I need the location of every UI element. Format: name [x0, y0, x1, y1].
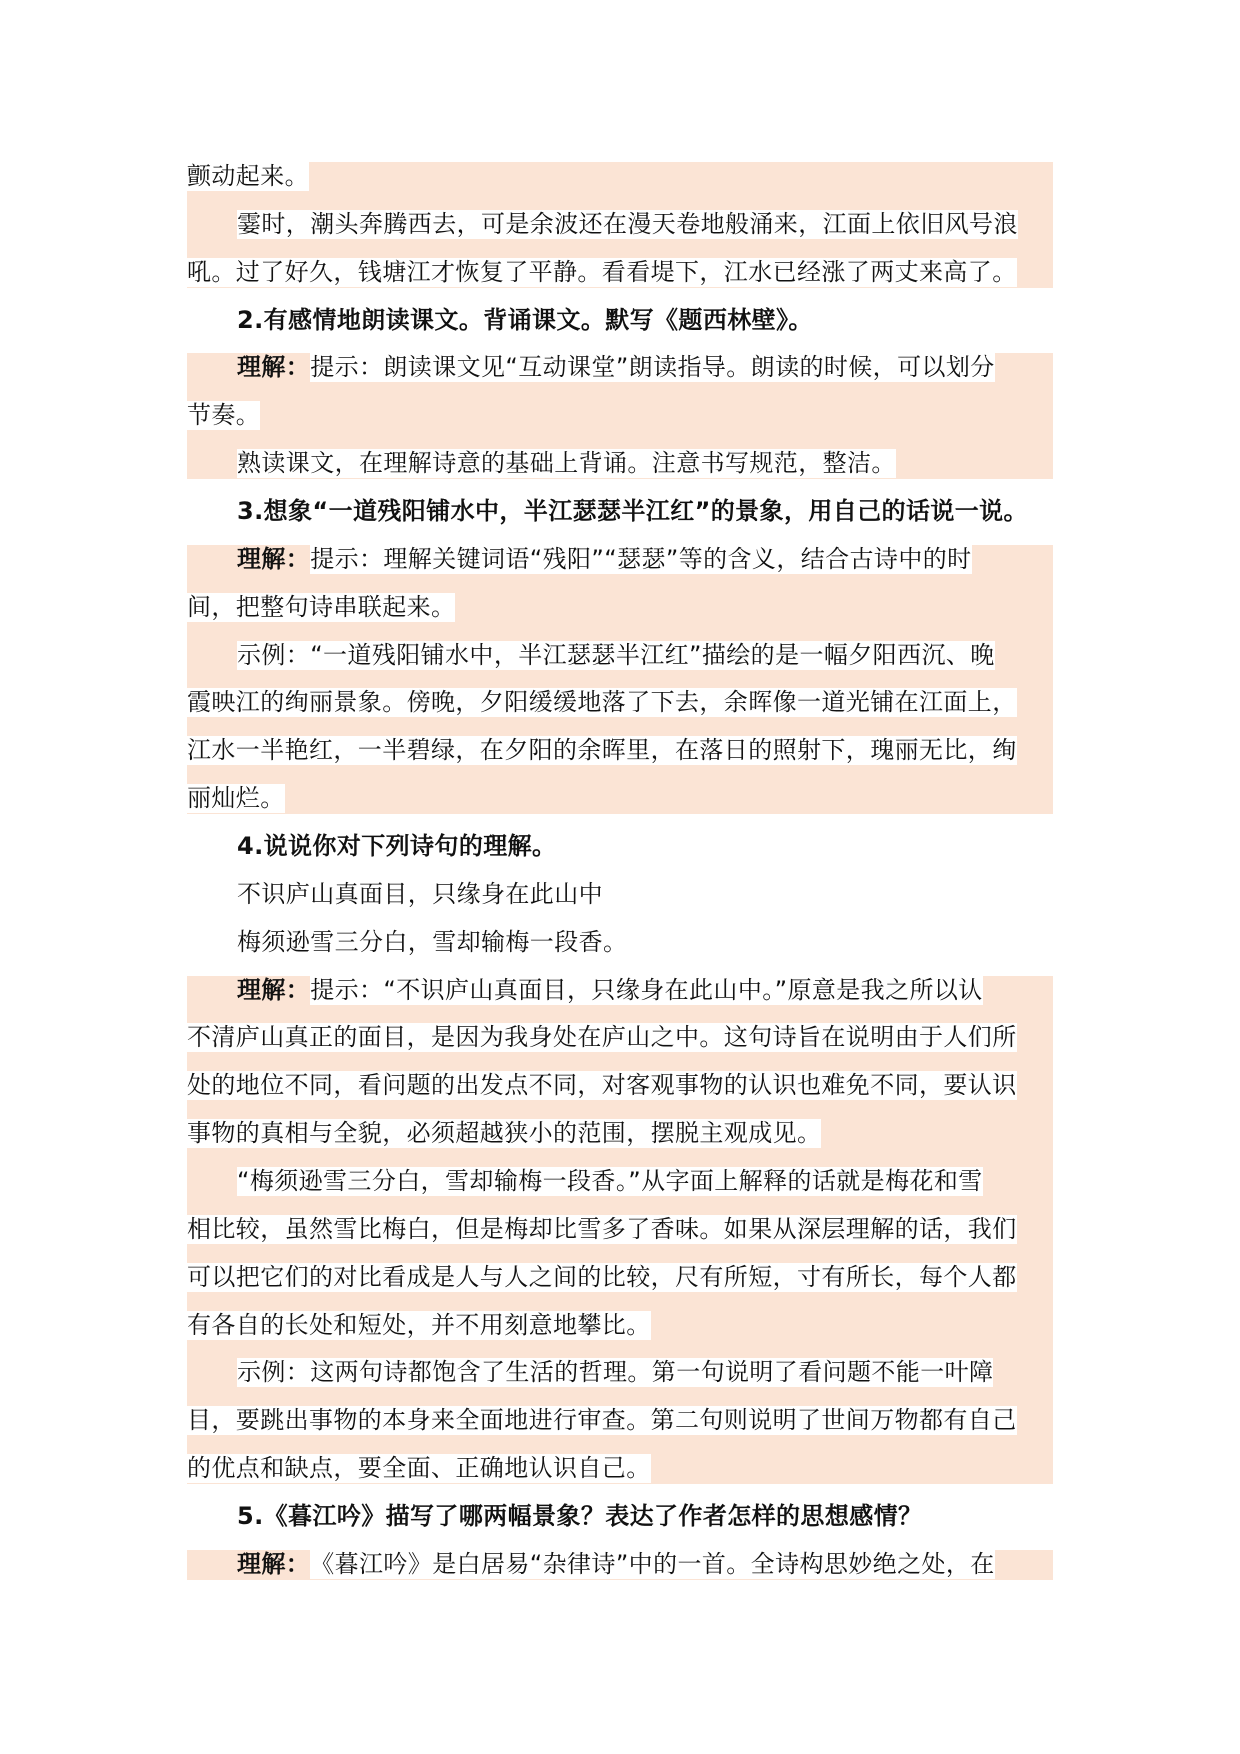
text-line	[187, 1406, 1053, 1454]
answer-label: 理解：	[237, 1549, 311, 1578]
answer-label: 理解：	[237, 353, 311, 382]
text-line	[187, 162, 1053, 210]
line-text: 梅须逊雪三分白，雪却输梅一段香。	[237, 927, 628, 956]
text-line	[187, 353, 1053, 401]
line-text: 5.《暮江吟》描写了哪两幅景象？表达了作者怎样的思想感情？	[237, 1502, 923, 1531]
highlighted-answer-block	[187, 545, 1053, 814]
line-text: 有各自的长处和短处，并不用刻意地攀比。	[187, 1310, 651, 1339]
text-line	[187, 1263, 1053, 1311]
line-text: 事物的真相与全貌，必须超越狭小的范围，摆脱主观成见。	[187, 1119, 822, 1148]
text-line	[187, 1358, 1053, 1406]
line-text: 不识庐山真面目，只缘身在此山中	[237, 879, 603, 908]
line-text: 吼。过了好久，钱塘江才恢复了平静。看看堤下，江水已经涨了两丈来高了。	[187, 257, 1017, 286]
line-text: 间，把整句诗串联起来。	[187, 592, 456, 621]
text-line	[187, 1071, 1053, 1119]
poem-line	[187, 880, 1053, 928]
text-line	[187, 1023, 1053, 1071]
question-block	[187, 832, 1053, 976]
text-line	[187, 545, 1053, 593]
text-line	[187, 688, 1053, 736]
question-heading	[187, 1502, 1053, 1550]
line-text: 霎时，潮头奔腾西去，可是余波还在漫天卷地般涌来，江面上依旧风号浪	[237, 209, 1018, 238]
text-line	[187, 784, 1053, 832]
line-text: 示例：“一道残阳铺水中，半江瑟瑟半江红”描绘的是一幅夕阳西沉、晚	[237, 640, 995, 669]
line-text: 丽灿烂。	[187, 784, 285, 813]
highlighted-answer-block	[187, 162, 1053, 288]
line-text: 可以把它们的对比看成是人与人之间的比较，尺有所短，寸有所长，每个人都	[187, 1262, 1017, 1291]
line-text: 相比较，虽然雪比梅白，但是梅却比雪多了香味。如果从深层理解的话，我们	[187, 1214, 1017, 1243]
text-line	[187, 1215, 1053, 1263]
line-text: 2.有感情地朗读课文。背诵课文。默写《题西林壁》。	[237, 305, 813, 334]
line-text: “梅须逊雪三分白，雪却输梅一段香。”从字面上解释的话就是梅花和雪	[237, 1167, 983, 1196]
text-line	[187, 976, 1053, 1024]
text-line	[187, 1550, 1053, 1598]
line-text: 4.说说你对下列诗句的理解。	[237, 832, 557, 861]
highlighted-answer-block	[187, 976, 1053, 1485]
line-text: 江水一半艳红，一半碧绿，在夕阳的余晖里，在落日的照射下，瑰丽无比，绚	[187, 736, 1017, 765]
text-line	[187, 1167, 1053, 1215]
text-line	[187, 449, 1053, 497]
line-text: 提示：朗读课文见“互动课堂”朗读指导。朗读的时候，可以划分	[310, 353, 995, 382]
line-text: 颤动起来。	[187, 162, 309, 190]
line-text: 《暮江吟》是白居易“杂律诗”中的一首。全诗构思妙绝之处，在	[310, 1549, 995, 1578]
text-line	[187, 1454, 1053, 1502]
text-line	[187, 210, 1053, 258]
question-block	[187, 306, 1053, 354]
question-heading	[187, 497, 1053, 545]
line-text: 处的地位不同，看问题的出发点不同，对客观事物的认识也难免不同，要认识	[187, 1071, 1017, 1100]
highlighted-answer-block	[187, 1550, 1053, 1580]
text-line	[187, 1119, 1053, 1167]
line-text: 的优点和缺点，要全面、正确地认识自己。	[187, 1454, 651, 1483]
document-page	[187, 162, 1053, 1598]
text-line	[187, 641, 1053, 689]
text-line	[187, 736, 1053, 784]
question-heading	[187, 306, 1053, 354]
question-block	[187, 497, 1053, 545]
line-text: 不清庐山真正的面目，是因为我身处在庐山之中。这句诗旨在说明由于人们所	[187, 1023, 1017, 1052]
text-line	[187, 593, 1053, 641]
text-line	[187, 401, 1053, 449]
line-text: 示例：这两句诗都饱含了生活的哲理。第一句说明了看问题不能一叶障	[237, 1358, 994, 1387]
text-line	[187, 1311, 1053, 1359]
text-line	[187, 258, 1053, 306]
question-heading	[187, 832, 1053, 880]
question-block	[187, 1502, 1053, 1550]
line-text: 目，要跳出事物的本身来全面地进行审查。第二句则说明了世间万物都有自己	[187, 1406, 1017, 1435]
line-text: 节奏。	[187, 401, 261, 430]
line-text: 3.想象“一道残阳铺水中，半江瑟瑟半江红”的景象，用自己的话说一说。	[237, 497, 1028, 526]
line-text: 提示：“不识庐山真面目，只缘身在此山中。”原意是我之所以认	[310, 975, 983, 1004]
poem-line	[187, 928, 1053, 976]
answer-label: 理解：	[237, 544, 311, 573]
line-text: 熟读课文，在理解诗意的基础上背诵。注意书写规范，整洁。	[237, 449, 896, 478]
line-text: 霞映江的绚丽景象。傍晚，夕阳缓缓地落了下去，余晖像一道光铺在江面上，	[187, 688, 1017, 717]
highlighted-answer-block	[187, 353, 1053, 479]
line-text: 提示：理解关键词语“残阳”“瑟瑟”等的含义，结合古诗中的时	[310, 544, 972, 573]
answer-label: 理解：	[237, 975, 311, 1004]
